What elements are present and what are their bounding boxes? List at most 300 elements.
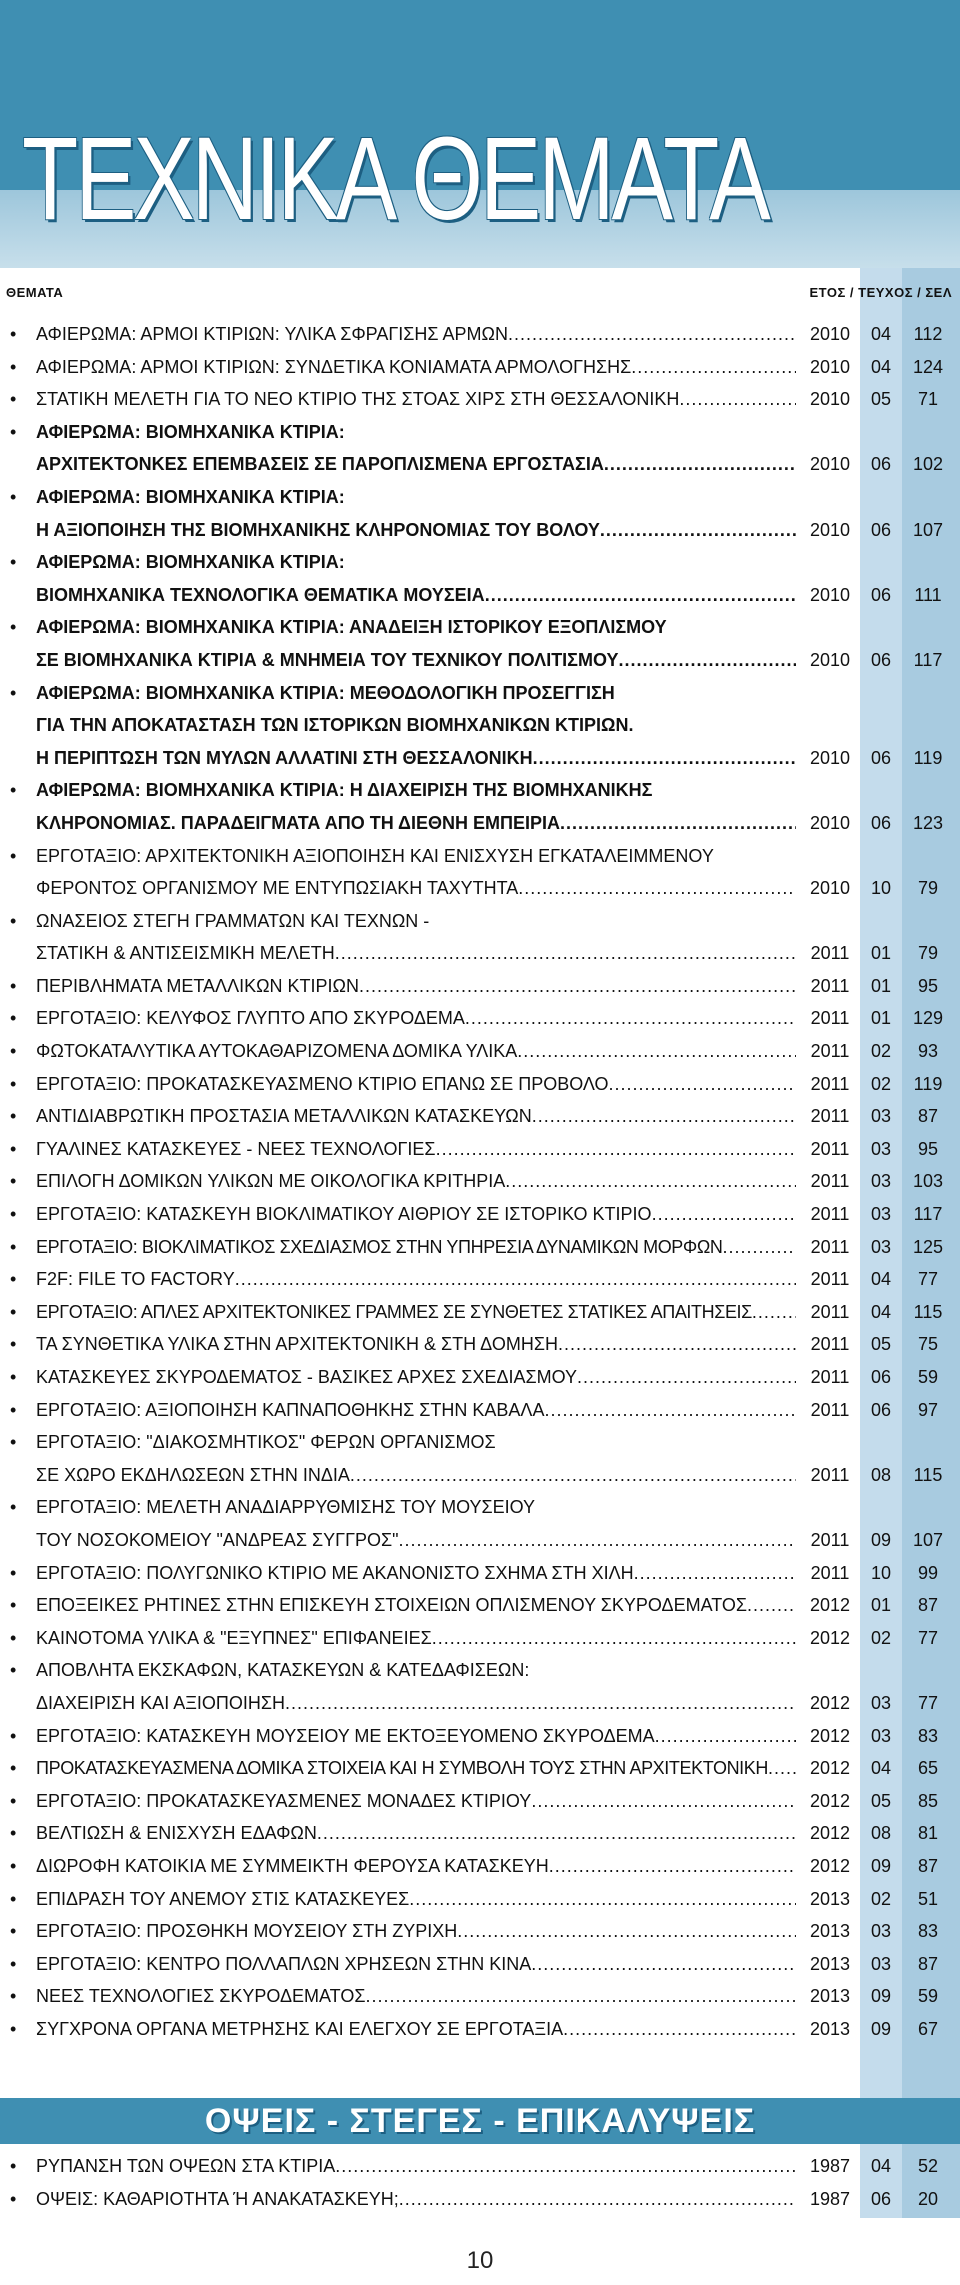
entry-year: 2011 <box>810 1008 850 1029</box>
list-item <box>0 1654 960 1719</box>
page-title: ΤΕΧΝΙΚΑ ΘΕΜΑΤΑ <box>22 113 768 245</box>
entry-line <box>0 709 960 742</box>
leader-dots <box>768 1752 796 1785</box>
entry-title: ΕΡΓΟΤΑΞΙΟ: ΠΡΟΚΑΤΑΣΚΕΥΑΣΜΕΝΕΣ ΜΟΝΑΔΕΣ ΚΤΙΡΙΟΥ <box>36 1790 532 1811</box>
entry-line <box>0 742 960 775</box>
list-item <box>0 318 960 351</box>
list-item <box>0 1883 960 1916</box>
list-item <box>0 1948 960 1981</box>
bullet-icon: • <box>10 421 17 442</box>
entry-issue: 01 <box>870 1595 892 1616</box>
entry-line <box>0 1980 960 2013</box>
entry-text <box>36 1165 796 1198</box>
entry-line <box>0 1687 960 1720</box>
entry-year: 2011 <box>810 1562 850 1583</box>
entry-title: ΑΦΙΕΡΩΜΑ: ΑΡΜΟΙ ΚΤΙΡΙΩΝ: ΣΥΝΔΕΤΙΚΑ ΚΟΝΙΑΜΑΤΑ ΑΡΜΟΛΟΓΗΣΗΣ <box>36 356 632 377</box>
entry-issue: 05 <box>870 1790 892 1811</box>
leader-dots <box>558 1328 796 1361</box>
entry-page: 124 <box>912 356 944 377</box>
bullet-icon: • <box>10 1171 17 1192</box>
entry-issue: 06 <box>870 584 892 605</box>
entry-line <box>0 1752 960 1785</box>
leader-dots <box>634 1557 796 1590</box>
bullet-icon: • <box>10 1986 17 2007</box>
list-item <box>0 1263 960 1296</box>
entry-year: 2011 <box>810 1529 850 1550</box>
entry-page: 111 <box>914 584 942 605</box>
bullet-icon: • <box>10 1073 17 1094</box>
entry-line <box>0 807 960 840</box>
list-item <box>0 1589 960 1622</box>
entry-line <box>0 1328 960 1361</box>
entry-issue: 06 <box>870 649 892 670</box>
entry-text <box>36 546 796 579</box>
leader-dots <box>465 1002 796 1035</box>
entry-year: 2012 <box>809 1758 851 1779</box>
leader-dots <box>619 644 797 677</box>
entry-text <box>36 1654 796 1687</box>
leader-dots <box>655 1720 796 1753</box>
leader-dots <box>747 1589 796 1622</box>
bullet-icon: • <box>10 1008 17 1029</box>
section-topic-list <box>0 2150 960 2215</box>
entry-issue: 09 <box>870 1855 892 1876</box>
entry-page: 87 <box>917 1855 939 1876</box>
entry-issue: 02 <box>870 1627 892 1648</box>
entry-year: 2013 <box>809 2018 851 2039</box>
entry-issue: 09 <box>870 1529 892 1550</box>
bullet-icon: • <box>10 845 17 866</box>
entry-text <box>36 611 796 644</box>
list-item <box>0 611 960 676</box>
entry-issue: 04 <box>870 1269 892 1290</box>
entry-title: ΠΕΡΙΒΛΗΜΑΤΑ ΜΕΤΑΛΛΙΚΩΝ ΚΤΙΡΙΩΝ <box>36 975 360 996</box>
entry-title: ΕΡΓΟΤΑΞΙΟ: ΑΞΙΟΠΟΙΗΣΗ ΚΑΠΝΑΠΟΘΗΚΗΣ ΣΤΗΝ ΚΑΒΑΛΑ <box>36 1399 545 1420</box>
entry-title: ΚΛΗΡΟΝΟΜΙΑΣ. ΠΑΡΑΔΕΙΓΜΑΤΑ ΑΠΟ ΤΗ ΔΙΕΘΝΗ ΕΜΠΕΙΡΙΑ <box>36 812 561 833</box>
entry-text <box>36 1752 796 1785</box>
entry-year: 2012 <box>809 1790 851 1811</box>
entry-issue: 02 <box>870 1041 892 1062</box>
entry-year: 2010 <box>809 356 851 377</box>
entry-year: 1987 <box>809 2188 851 2209</box>
bullet-icon: • <box>10 1041 17 1062</box>
entry-title: ΝΕΕΣ ΤΕΧΝΟΛΟΓΙΕΣ ΣΚΥΡΟΔΕΜΑΤΟΣ <box>36 1986 366 2007</box>
entry-line <box>0 1948 960 1981</box>
list-item <box>0 1231 960 1264</box>
entry-line <box>0 1002 960 1035</box>
entry-text <box>36 1883 796 1916</box>
entry-page: 103 <box>912 1171 944 1192</box>
entry-title: ΕΡΓΟΤΑΞΙΟ: ΚΑΤΑΣΚΕΥΗ ΒΙΟΚΛΙΜΑΤΙΚΟΥ ΑΙΘΡΙΟΥ ΣΕ ΙΣΤΟΡΙΚΟ ΚΤΙΡΙΟ <box>36 1204 652 1225</box>
leader-dots <box>752 1296 796 1329</box>
entry-page: 81 <box>917 1823 939 1844</box>
entry-text <box>36 709 796 742</box>
entry-year: 2011 <box>810 1334 850 1355</box>
entry-text <box>36 1980 796 2013</box>
entry-year: 2011 <box>810 1073 850 1094</box>
entry-title: Η ΠΕΡΙΠΤΩΣΗ ΤΩΝ ΜΥΛΩΝ ΑΛΛΑΤΙΝΙ ΣΤΗ ΘΕΣΣΑΛΟΝΙΚΗ <box>36 747 533 768</box>
list-item <box>0 1361 960 1394</box>
entry-page: 59 <box>917 1986 939 2007</box>
entry-text <box>36 514 796 547</box>
section-header <box>0 2098 960 2144</box>
list-item <box>0 2183 960 2216</box>
entry-title: ΕΠΟΞΕΙΚΕΣ ΡΗΤΙΝΕΣ ΣΤΗΝ ΕΠΙΣΚΕΥΗ ΣΤΟΙΧΕΙΩΝ ΟΠΛΙΣΜΕΝΟΥ ΣΚΥΡΟΔΕΜΑΤΟΣ <box>36 1595 748 1616</box>
bullet-icon: • <box>10 1301 17 1322</box>
entry-title: ΣΥΓΧΡΟΝΑ ΟΡΓΑΝΑ ΜΕΤΡΗΣΗΣ ΚΑΙ ΕΛΕΓΧΟΥ ΣΕ ΕΡΓΟΤΑΞΙΑ <box>36 2018 564 2039</box>
list-item <box>0 1296 960 1329</box>
entry-year: 2011 <box>810 1301 850 1322</box>
entry-text <box>36 1361 796 1394</box>
entry-issue: 03 <box>870 1921 892 1942</box>
entry-title: ΕΡΓΟΤΑΞΙΟ: ΠΟΛΥΓΩΝΙΚΟ ΚΤΙΡΙΟ ΜΕ ΑΚΑΝΟΝΙΣΤΟ ΣΧΗΜΑ ΣΤΗ ΧΙΛΗ <box>36 1562 634 1583</box>
entry-page: 117 <box>913 649 943 670</box>
entry-title: ΚΑΤΑΣΚΕΥΕΣ ΣΚΥΡΟΔΕΜΑΤΟΣ - ΒΑΣΙΚΕΣ ΑΡΧΕΣ ΣΧΕΔΙΑΣΜΟΥ <box>36 1367 578 1387</box>
entry-title: ΣΤΑΤΙΚΗ & ΑΝΤΙΣΕΙΣΜΙΚΗ ΜΕΛΕΤΗ <box>36 943 335 964</box>
entry-page: 95 <box>917 1138 939 1159</box>
entry-line <box>0 611 960 644</box>
bullet-icon: • <box>10 1921 17 1942</box>
bullet-icon: • <box>10 1595 17 1616</box>
bullet-icon: • <box>10 1432 17 1453</box>
bullet-icon: • <box>10 910 17 931</box>
entry-page: 85 <box>917 1790 939 1811</box>
bullet-icon: • <box>10 1627 17 1648</box>
entry-year: 2010 <box>809 324 851 344</box>
entry-issue: 08 <box>870 1464 892 1485</box>
entry-text <box>36 872 796 905</box>
entry-title: ΕΡΓΟΤΑΞΙΟ: ΚΕΛΥΦΟΣ ΓΛΥΠΤΟ ΑΠΟ ΣΚΥΡΟΔΕΜΑ <box>36 1008 465 1029</box>
entry-line <box>0 1263 960 1296</box>
entry-title: ΠΡΟΚΑΤΑΣΚΕΥΑΣΜΕΝΑ ΔΟΜΙΚΑ ΣΤΟΙΧΕΙΑ ΚΑΙ Η ΣΥΜΒΟΛΗ ΤΟΥΣ ΣΤΗΝ ΑΡΧΙΤΕΚΤΟΝΙΚΗ <box>36 1758 768 1779</box>
entry-line <box>0 1426 960 1459</box>
entry-year: 2011 <box>810 1041 850 1062</box>
entry-line <box>0 1459 960 1492</box>
entry-line <box>0 1133 960 1166</box>
entry-line <box>0 1361 960 1394</box>
entry-year: 2012 <box>809 1692 851 1713</box>
entry-text <box>36 970 796 1003</box>
bullet-icon: • <box>10 1106 17 1127</box>
entry-text <box>36 1589 796 1622</box>
list-item <box>0 1752 960 1785</box>
entry-page: 115 <box>913 1464 943 1485</box>
page-number: 10 <box>466 2247 494 2274</box>
entry-issue: 06 <box>870 2188 892 2209</box>
entry-title: ΕΡΓΟΤΑΞΙΟ: ΒΙΟΚΛΙΜΑΤΙΚΟΣ ΣΧΕΔΙΑΣΜΟΣ ΣΤΗΝ ΥΠΗΡΕΣΙΑ ΔΥΝΑΜΙΚΩΝ ΜΟΡΦΩΝ <box>36 1236 723 1257</box>
entry-issue: 05 <box>870 389 892 410</box>
leader-dots <box>508 318 796 351</box>
entry-line <box>0 905 960 938</box>
entry-year: 2011 <box>810 1236 850 1257</box>
list-item <box>0 905 960 970</box>
entry-issue: 06 <box>870 454 892 475</box>
entry-issue: 10 <box>870 1562 892 1583</box>
entry-title: ΕΡΓΟΤΑΞΙΟ: ΠΡΟΚΑΤΑΣΚΕΥΑΣΜΕΝΟ ΚΤΙΡΙΟ ΕΠΑΝΩ ΣΕ ΠΡΟΒΟΛΟ <box>36 1073 609 1094</box>
entry-text <box>36 1557 796 1590</box>
topics-header: ΘΕΜΑΤΑ <box>6 285 64 300</box>
entry-line <box>0 1491 960 1524</box>
entry-year: 2013 <box>809 1921 851 1942</box>
entry-text <box>36 807 796 840</box>
entry-line <box>0 677 960 710</box>
entry-line <box>0 416 960 449</box>
leader-dots <box>723 1231 796 1264</box>
list-item <box>0 1068 960 1101</box>
entry-title: ΟΨΕΙΣ: ΚΑΘΑΡΙΟΤΗΤΑ Ή ΑΝΑΚΑΤΑΣΚΕΥΗ; <box>36 2188 399 2209</box>
entry-title: Η ΑΞΙΟΠΟΙΗΣΗ ΤΗΣ ΒΙΟΜΗΧΑΝΙΚΗΣ ΚΛΗΡΟΝΟΜΙΑΣ ΤΟΥ ΒΟΛΟΥ <box>36 519 600 540</box>
leader-dots <box>531 1948 796 1981</box>
entry-text <box>36 318 796 351</box>
leader-dots <box>532 1100 796 1133</box>
leader-dots <box>335 2150 796 2183</box>
bullet-icon: • <box>10 1367 17 1387</box>
entry-text <box>36 677 796 710</box>
entry-issue: 03 <box>870 1725 892 1746</box>
entry-page: 99 <box>917 1562 939 1583</box>
entry-text <box>36 481 796 514</box>
bullet-icon: • <box>10 1562 17 1583</box>
list-item <box>0 1491 960 1556</box>
entry-line <box>0 1589 960 1622</box>
leader-dots <box>235 1263 796 1296</box>
entry-text <box>36 1524 796 1557</box>
entry-page: 119 <box>913 1073 943 1094</box>
bullet-icon: • <box>10 1204 17 1225</box>
bullet-icon: • <box>10 1269 17 1290</box>
entry-text <box>36 1133 796 1166</box>
entry-title: ΤΟΥ ΝΟΣΟΚΟΜΕΙΟΥ "ΑΝΔΡΕΑΣ ΣΥΓΓΡΟΣ" <box>36 1529 399 1550</box>
entry-issue: 06 <box>870 519 892 540</box>
entry-issue: 04 <box>870 356 892 377</box>
list-item <box>0 2013 960 2046</box>
list-item <box>0 677 960 775</box>
entry-page: 79 <box>917 943 939 964</box>
entry-title: ΑΦΙΕΡΩΜΑ: ΒΙΟΜΗΧΑΝΙΚΑ ΚΤΙΡΙΑ: <box>36 421 345 442</box>
entry-page: 75 <box>917 1334 939 1355</box>
entry-title: ΕΠΙΔΡΑΣΗ ΤΟΥ ΑΝΕΜΟΥ ΣΤΙΣ ΚΑΤΑΣΚΕΥΕΣ <box>36 1888 410 1909</box>
entry-issue: 03 <box>870 1138 892 1159</box>
entry-year: 2013 <box>809 1986 851 2007</box>
entry-year: 2013 <box>809 1888 851 1909</box>
bullet-icon: • <box>10 975 17 996</box>
year-issue-page-header: ΕΤΟΣ / ΤΕΥΧΟΣ / ΣΕΛ <box>809 285 952 300</box>
entry-issue: 05 <box>870 1334 892 1355</box>
list-item <box>0 774 960 839</box>
entry-year: 2010 <box>809 389 851 410</box>
entry-page: 77 <box>917 1692 939 1713</box>
bullet-icon: • <box>10 682 17 703</box>
entry-title: ΣΕ ΒΙΟΜΗΧΑΝΙΚΑ ΚΤΙΡΙΑ & ΜΝΗΜΕΙΑ ΤΟΥ ΤΕΧΝΙΚΟΥ ΠΟΛΙΤΙΣΜΟΥ <box>36 649 619 670</box>
list-item <box>0 970 960 1003</box>
entry-page: 71 <box>917 389 939 410</box>
entry-page: 102 <box>912 454 944 475</box>
leader-dots <box>359 970 796 1003</box>
entry-text <box>36 644 796 677</box>
entry-title: F2F: FILE TO FACTORY <box>36 1269 235 1290</box>
entry-line <box>0 579 960 612</box>
entry-issue: 02 <box>870 1888 892 1909</box>
entry-title: ΣΤΑΤΙΚΗ ΜΕΛΕΤΗ ΓΙΑ ΤΟ ΝΕΟ ΚΤΙΡΙΟ ΤΗΣ ΣΤΟΑΣ ΧΙΡΣ ΣΤΗ ΘΕΣΣΑΛΟΝΙΚΗ <box>36 389 680 410</box>
entry-page: 87 <box>917 1595 939 1616</box>
entry-year: 2012 <box>809 1725 851 1746</box>
entry-line <box>0 2150 960 2183</box>
leader-dots <box>409 1883 796 1916</box>
entry-page: 59 <box>917 1367 939 1387</box>
list-item <box>0 1035 960 1068</box>
entry-year: 2011 <box>810 1399 850 1420</box>
entry-page: 51 <box>917 1888 939 1909</box>
list-item <box>0 351 960 384</box>
bullet-icon: • <box>10 1138 17 1159</box>
entry-year: 2012 <box>809 1823 851 1844</box>
entry-issue: 03 <box>870 1953 892 1974</box>
entry-page: 97 <box>917 1399 939 1420</box>
entry-line <box>0 1068 960 1101</box>
entry-text <box>36 1068 796 1101</box>
bullet-icon: • <box>10 1855 17 1876</box>
entry-page: 52 <box>917 2156 939 2176</box>
column-header <box>0 283 960 303</box>
entry-year: 2012 <box>809 1595 851 1616</box>
entry-line <box>0 546 960 579</box>
entry-page: 87 <box>917 1106 939 1127</box>
entry-issue: 04 <box>870 324 892 344</box>
entry-page: 123 <box>912 812 944 833</box>
entry-title: ΒΙΟΜΗΧΑΝΙΚΑ ΤΕΧΝΟΛΟΓΙΚΑ ΘΕΜΑΤΙΚΑ ΜΟΥΣΕΙΑ <box>36 584 485 605</box>
list-item <box>0 1394 960 1427</box>
entry-title: ΑΦΙΕΡΩΜΑ: ΒΙΟΜΗΧΑΝΙΚΑ ΚΤΙΡΙΑ: <box>36 486 345 507</box>
entry-title: ΕΠΙΛΟΓΗ ΔΟΜΙΚΩΝ ΥΛΙΚΩΝ ΜΕ ΟΙΚΟΛΟΓΙΚΑ ΚΡΙΤΗΡΙΑ <box>36 1171 506 1192</box>
bullet-icon: • <box>10 1888 17 1909</box>
entry-page: 77 <box>917 1269 939 1290</box>
list-item <box>0 1328 960 1361</box>
entry-title: ΚΑΙΝΟΤΟΜΑ ΥΛΙΚΑ & "ΕΞΥΠΝΕΣ" ΕΠΙΦΑΝΕΙΕΣ <box>36 1627 432 1648</box>
entry-year: 2011 <box>810 1464 850 1485</box>
entry-title: ΣΕ ΧΩΡΟ ΕΚΔΗΛΩΣΕΩΝ ΣΤΗΝ ΙΝΔΙΑ <box>36 1464 350 1485</box>
entry-year: 2013 <box>809 1953 851 1974</box>
entry-line <box>0 1231 960 1264</box>
entry-line <box>0 774 960 807</box>
leader-dots <box>563 2013 796 2046</box>
list-item <box>0 1557 960 1590</box>
entry-line <box>0 1100 960 1133</box>
entry-text <box>36 1231 796 1264</box>
bullet-icon: • <box>10 2188 17 2209</box>
header-banner <box>0 0 960 268</box>
bullet-icon: • <box>10 1953 17 1974</box>
leader-dots <box>350 1459 796 1492</box>
list-item <box>0 1165 960 1198</box>
bullet-icon: • <box>10 389 17 410</box>
entry-text <box>36 2183 796 2216</box>
bullet-icon: • <box>10 1334 17 1355</box>
leader-dots <box>600 514 796 547</box>
entry-title: ΡΥΠΑΝΣΗ ΤΩΝ ΟΨΕΩΝ ΣΤΑ ΚΤΙΡΙΑ <box>36 2156 336 2176</box>
entry-year: 2011 <box>810 1138 850 1159</box>
entry-title: ΕΡΓΟΤΑΞΙΟ: "ΔΙΑΚΟΣΜΗΤΙΚΟΣ" ΦΕΡΩΝ ΟΡΓΑΝΙΣΜΟΣ <box>36 1432 496 1453</box>
entry-line <box>0 1524 960 1557</box>
entry-title: ΕΡΓΟΤΑΞΙΟ: ΚΑΤΑΣΚΕΥΗ ΜΟΥΣΕΙΟΥ ΜΕ ΕΚΤΟΞΕΥΟΜΕΝΟ ΣΚΥΡΟΔΕΜΑ <box>36 1725 655 1746</box>
entry-text <box>36 383 796 416</box>
list-item <box>0 1720 960 1753</box>
entry-line <box>0 1557 960 1590</box>
entry-title: ΓΙΑ ΤΗΝ ΑΠΟΚΑΤΑΣΤΑΣΗ ΤΩΝ ΙΣΤΟΡΙΚΩΝ ΒΙΟΜΗΧΑΝΙΚΩΝ ΚΤΙΡΙΩΝ. <box>36 715 634 736</box>
leader-dots <box>531 1785 796 1818</box>
leader-dots <box>549 1850 796 1883</box>
bullet-icon: • <box>10 2018 17 2039</box>
leader-dots <box>652 1198 796 1231</box>
entry-page: 65 <box>917 1758 939 1779</box>
entry-page: 117 <box>913 1204 943 1225</box>
entry-page: 83 <box>917 1725 939 1746</box>
entry-year: 2011 <box>810 1106 850 1127</box>
entry-issue: 01 <box>870 943 892 964</box>
entry-issue: 03 <box>870 1171 892 1192</box>
entry-year: 2011 <box>810 943 850 964</box>
entry-text <box>36 416 796 449</box>
bullet-icon: • <box>10 1660 17 1681</box>
entry-issue: 03 <box>870 1236 892 1257</box>
entry-text <box>36 1622 796 1655</box>
entry-page: 93 <box>917 1041 939 1062</box>
entry-page: 79 <box>917 878 939 899</box>
entry-title: ΔΙΩΡΟΦΗ ΚΑΤΟΙΚΙΑ ΜΕ ΣΥΜΜΕΙΚΤΗ ΦΕΡΟΥΣΑ ΚΑΤΑΣΚΕΥΗ <box>36 1855 549 1876</box>
entry-text <box>36 774 796 807</box>
entry-issue: 03 <box>870 1106 892 1127</box>
entry-title: ΑΦΙΕΡΩΜΑ: ΒΙΟΜΗΧΑΝΙΚΑ ΚΤΙΡΙΑ: ΜΕΘΟΔΟΛΟΓΙΚΗ ΠΡΟΣΕΓΓΙΣΗ <box>36 682 615 703</box>
entry-year: 2011 <box>810 975 850 996</box>
leader-dots <box>317 1817 796 1850</box>
entry-year: 2011 <box>810 1269 850 1290</box>
entry-page: 83 <box>917 1921 939 1942</box>
entry-line <box>0 1394 960 1427</box>
entry-text <box>36 1948 796 1981</box>
leader-dots <box>399 2183 796 2216</box>
entry-line <box>0 448 960 481</box>
entry-line <box>0 840 960 873</box>
entry-line <box>0 1915 960 1948</box>
entry-line <box>0 318 960 351</box>
leader-dots <box>399 1524 796 1557</box>
entry-line <box>0 1296 960 1329</box>
bullet-icon: • <box>10 324 17 344</box>
entry-text <box>36 1263 796 1296</box>
leader-dots <box>335 937 796 970</box>
bullet-icon: • <box>10 486 17 507</box>
entry-issue: 06 <box>870 747 892 768</box>
bullet-icon: • <box>10 780 17 801</box>
entry-line <box>0 2013 960 2046</box>
entry-issue: 04 <box>870 2156 892 2176</box>
entry-issue: 09 <box>870 2018 892 2039</box>
entry-title: ΑΦΙΕΡΩΜΑ: ΒΙΟΜΗΧΑΝΙΚΑ ΚΤΙΡΙΑ: ΑΝΑΔΕΙΞΗ ΙΣΤΟΡΙΚΟΥ ΕΞΟΠΛΙΣΜΟΥ <box>36 617 667 638</box>
entry-page: 112 <box>913 324 943 344</box>
entry-line <box>0 514 960 547</box>
bullet-icon: • <box>10 1758 17 1779</box>
entry-text <box>36 742 796 775</box>
entry-text <box>36 1198 796 1231</box>
entry-title: ΑΦΙΕΡΩΜΑ: ΒΙΟΜΗΧΑΝΙΚΑ ΚΤΙΡΙΑ: Η ΔΙΑΧΕΙΡΙΣΗ ΤΗΣ ΒΙΟΜΗΧΑΝΙΚΗΣ <box>36 780 653 801</box>
entry-page: 107 <box>912 1529 944 1550</box>
entry-title: ΕΡΓΟΤΑΞΙΟ: ΚΕΝΤΡΟ ΠΟΛΛΑΠΛΩΝ ΧΡΗΣΕΩΝ ΣΤΗΝ ΚΙΝΑ <box>36 1953 532 1974</box>
entry-line <box>0 1198 960 1231</box>
leader-dots <box>505 1165 796 1198</box>
entry-title: ΕΡΓΟΤΑΞΙΟ: ΠΡΟΣΘΗΚΗ ΜΟΥΣΕΙΟΥ ΣΤΗ ΖΥΡΙΧΗ <box>36 1921 458 1942</box>
entry-text <box>36 840 796 873</box>
entry-title: ΦΩΤΟΚΑΤΑΛΥΤΙΚΑ ΑΥΤΟΚΑΘΑΡΙΖΟΜΕΝΑ ΔΟΜΙΚΑ ΥΛΙΚΑ <box>36 1041 518 1062</box>
list-item <box>0 1980 960 2013</box>
